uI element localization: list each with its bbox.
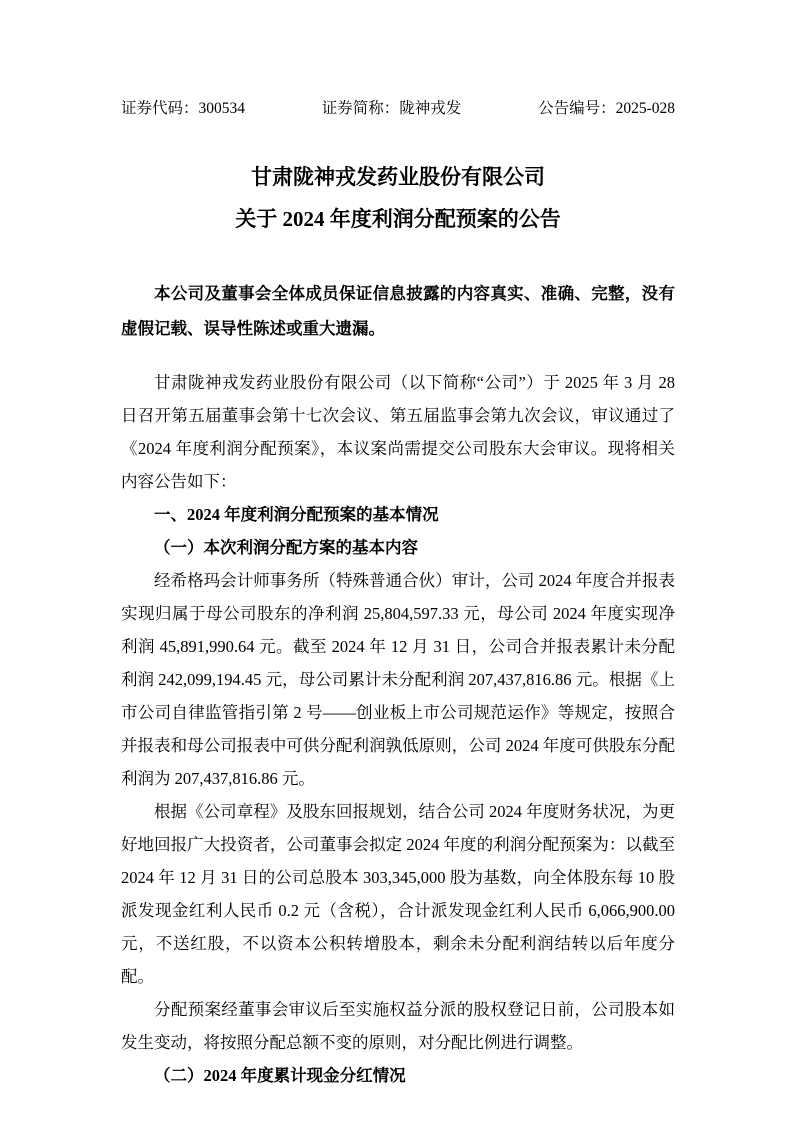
paragraph-distribution-plan: 根据《公司章程》及股东回报规划，结合公司 2024 年度财务状况，为更好地回报广大投资者，公司董事会拟定 2024 年度的利润分配预案为：以截至 2024 年 12 月 31 日的公司总股本 303,345,000 股为基数，向全体股东每 10 股派发现金红利人民币 0.2 元（含税），合计派发现金红利人民币 6,066,900.00 元，不送红股，不以资本公积转增股本，剩余未分配利润结转以后年度分配。 bbox=[121, 802, 675, 986]
paragraph-adjustment-rule: 分配预案经董事会审议后至实施权益分派的股权登记日前，公司股本如发生变动，将按照分配总额不变的原则，对分配比例进行调整。 bbox=[121, 1000, 675, 1052]
document-title-line-1: 甘肃陇神戎发药业股份有限公司 bbox=[251, 165, 545, 189]
paragraph-audit-profit-figures: 经希格玛会计师事务所（特殊普通合伙）审计，公司 2024 年度合并报表实现归属于母公司股东的净利润 25,804,597.33 元，母公司 2024 年度实现净利润 45,891,990.64 元。截至 2024 年 12 月 31 日，公司合并报表累计未分配利润 242,099,194.45 元，母公司累计未分配利润 207,437,816.86 元。根据《上市公司自律监管指引第 2 号——创业板上市公司规范运作》等规定，按照合并报表和母公司报表中可供分配利润孰低原则，公司 2024 年度可供股东分配利润为 207,437,816.86 元。 bbox=[121, 571, 675, 788]
document-title-line-2: 关于 2024 年度利润分配预案的公告 bbox=[235, 207, 561, 231]
subsection-heading-cumulative-dividend: （二）2024 年度累计现金分红情况 bbox=[154, 1066, 406, 1085]
subsection-heading-plan-content: （一）本次利润分配方案的基本内容 bbox=[154, 538, 418, 557]
document-title bbox=[121, 156, 675, 240]
document-header bbox=[121, 100, 675, 118]
integrity-statement: 本公司及董事会全体成员保证信息披露的内容真实、准确、完整，没有虚假记载、误导性陈述或重大遗漏。 bbox=[121, 284, 675, 338]
section-heading-basic-situation: 一、2024 年度利润分配预案的基本情况 bbox=[154, 505, 439, 524]
paragraph-meeting-intro: 甘肃陇神戎发药业股份有限公司（以下简称“公司”）于 2025 年 3 月 28 日召开第五届董事会第十七次会议、第五届监事会第九次会议，审议通过了《2024 年度利润分配预案》，本议案尚需提交公司股东大会审议。现将相关内容公告如下： bbox=[121, 373, 675, 491]
stock-code-label: 证券代码：300534 bbox=[121, 100, 246, 117]
document-body bbox=[121, 366, 675, 1092]
stock-short-name-label: 证券简称：陇神戎发 bbox=[321, 100, 462, 117]
announcement-number-label: 公告编号：2025-028 bbox=[538, 100, 675, 117]
